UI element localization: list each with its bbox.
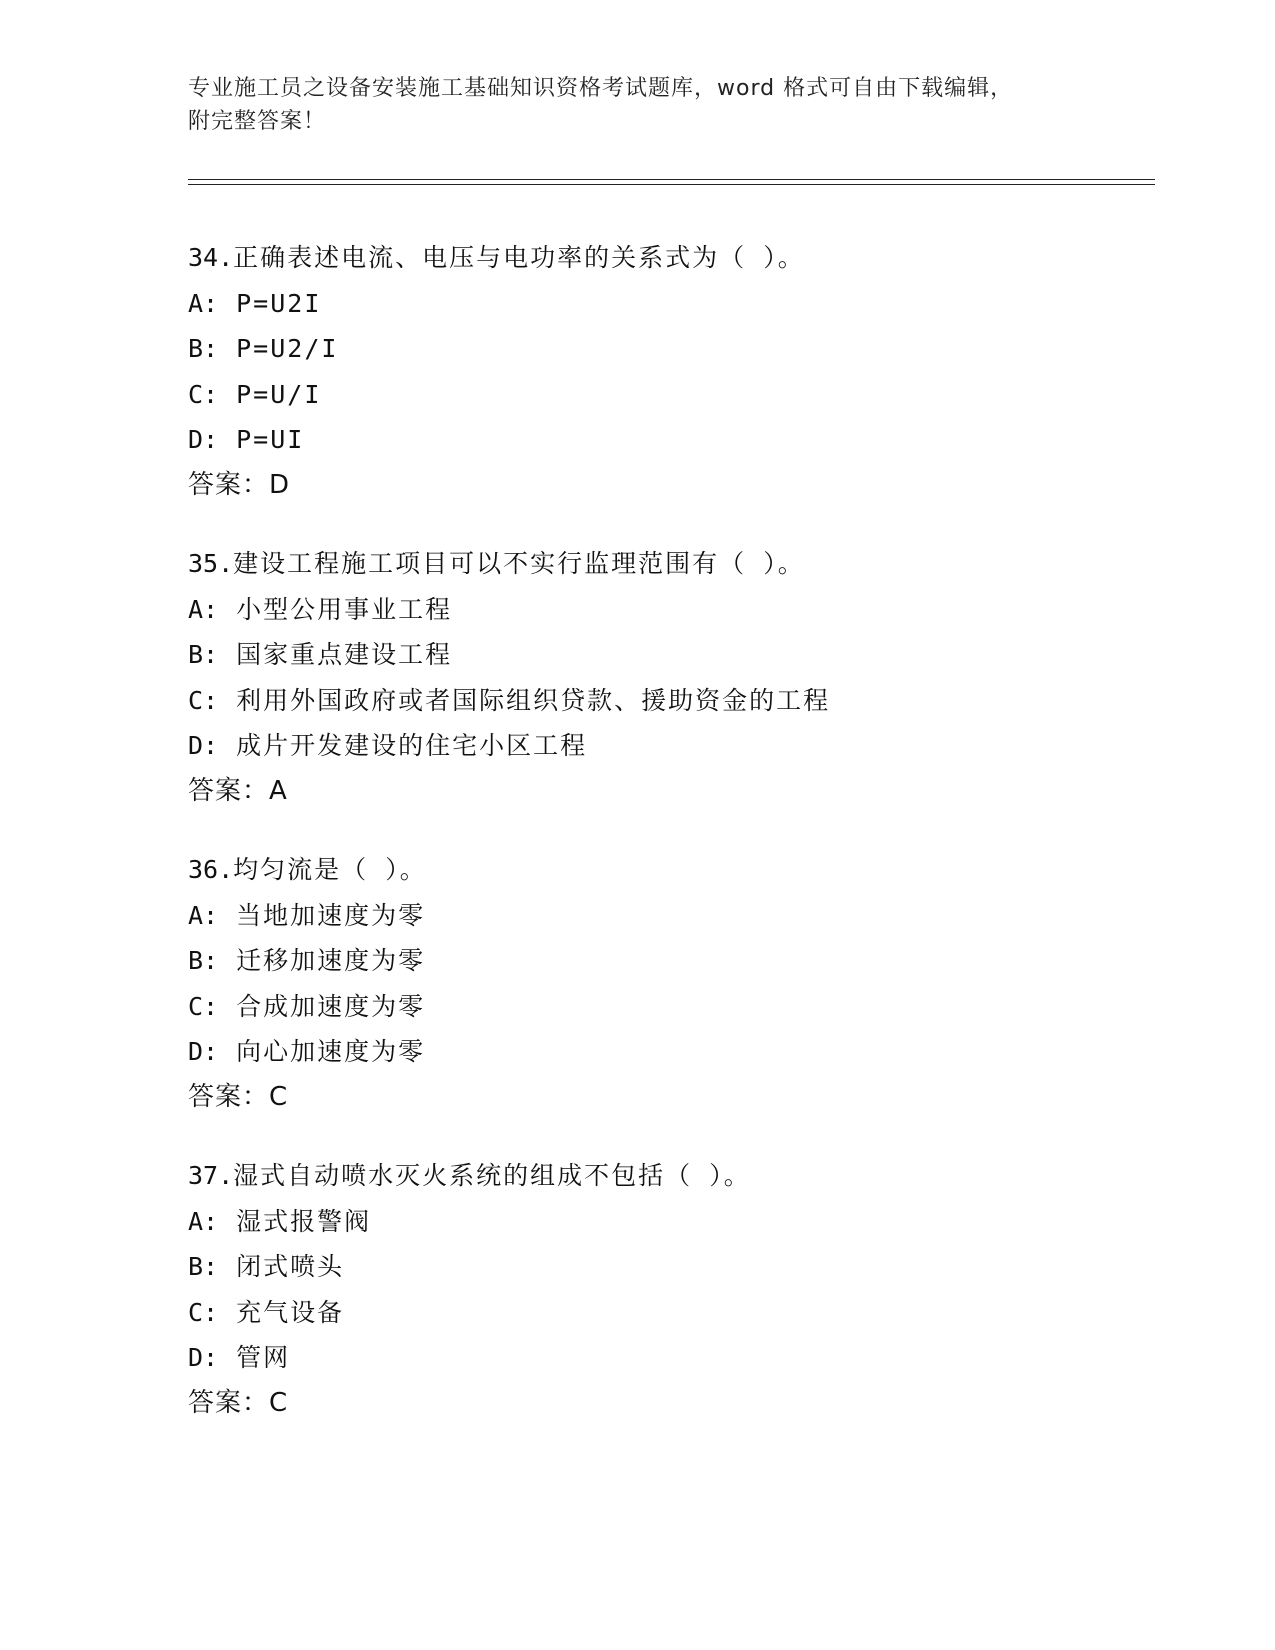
- answer-label: 答案：: [188, 1081, 270, 1112]
- question-number: 34.: [188, 243, 234, 272]
- option-text: 湿式报警阀: [236, 1206, 372, 1236]
- option-key: B:: [188, 1252, 219, 1281]
- option-key: B:: [188, 334, 219, 363]
- option-text: P=U2I: [236, 288, 322, 318]
- option-d: [188, 417, 1148, 463]
- document-header: [188, 72, 1088, 138]
- option-text: P=U/I: [236, 379, 322, 409]
- option-c: [188, 984, 1148, 1030]
- option-d: [188, 1029, 1148, 1075]
- option-key: D:: [188, 731, 219, 760]
- option-d: [188, 1335, 1148, 1381]
- question-number: 35.: [188, 549, 234, 578]
- option-a: [188, 1199, 1148, 1245]
- option-key: D:: [188, 425, 219, 454]
- answer-line: [188, 769, 1148, 815]
- option-key: A:: [188, 288, 219, 318]
- option-key: C:: [188, 1297, 219, 1327]
- header-divider-top: [188, 179, 1155, 180]
- option-a: [188, 587, 1148, 633]
- option-key: B:: [188, 946, 219, 975]
- option-text: P=U2/I: [236, 334, 339, 363]
- option-text: 小型公用事业工程: [236, 594, 453, 624]
- option-key: A:: [188, 1206, 219, 1236]
- option-text: 充气设备: [236, 1297, 345, 1327]
- option-b: [188, 938, 1148, 984]
- question-stem: [188, 847, 1148, 893]
- option-text: 闭式喷头: [236, 1252, 345, 1281]
- option-key: B:: [188, 640, 219, 669]
- answer-value: C: [269, 1387, 289, 1418]
- question-number: 36.: [188, 855, 234, 884]
- option-key: D:: [188, 1037, 219, 1066]
- option-key: A:: [188, 594, 219, 624]
- answer-value: A: [269, 775, 288, 806]
- option-key: C:: [188, 991, 219, 1021]
- question-37: [188, 1153, 1148, 1426]
- question-text: 正确表述电流、电压与电功率的关系式为（ ）。: [233, 243, 805, 272]
- option-text: 国家重点建设工程: [236, 640, 453, 669]
- answer-label: 答案：: [188, 775, 270, 806]
- question-stem: [188, 1153, 1148, 1199]
- question-list: [188, 235, 1148, 1459]
- answer-value: C: [269, 1081, 289, 1112]
- question-34: [188, 235, 1148, 508]
- option-key: A:: [188, 900, 219, 930]
- option-text: 合成加速度为零: [236, 991, 426, 1021]
- option-text: 向心加速度为零: [236, 1037, 426, 1066]
- answer-value: D: [269, 469, 291, 500]
- option-a: [188, 893, 1148, 939]
- option-d: [188, 723, 1148, 769]
- question-35: [188, 541, 1148, 814]
- answer-label: 答案：: [188, 469, 270, 500]
- answer-line: [188, 463, 1148, 509]
- option-b: [188, 632, 1148, 678]
- option-text: 迁移加速度为零: [236, 946, 426, 975]
- answer-label: 答案：: [188, 1387, 270, 1418]
- option-a: [188, 281, 1148, 327]
- header-line-1: 专业施工员之设备安装施工基础知识资格考试题库，word 格式可自由下载编辑，: [188, 76, 1014, 101]
- question-36: [188, 847, 1148, 1120]
- option-c: [188, 678, 1148, 724]
- question-text: 建设工程施工项目可以不实行监理范围有（ ）。: [233, 549, 805, 578]
- header-divider-bottom: [188, 184, 1155, 185]
- option-text: 当地加速度为零: [236, 900, 426, 930]
- option-text: 成片开发建设的住宅小区工程: [236, 731, 588, 760]
- option-text: 管网: [236, 1343, 291, 1372]
- answer-line: [188, 1381, 1148, 1427]
- option-c: [188, 372, 1148, 418]
- header-line-2: 附完整答案！: [188, 109, 327, 134]
- answer-line: [188, 1075, 1148, 1121]
- option-key: C:: [188, 685, 219, 715]
- question-stem: [188, 235, 1148, 281]
- option-c: [188, 1290, 1148, 1336]
- option-key: C:: [188, 379, 219, 409]
- question-stem: [188, 541, 1148, 587]
- question-text: 湿式自动喷水灭火系统的组成不包括（ ）。: [233, 1161, 751, 1190]
- option-text: P=UI: [236, 425, 305, 454]
- option-b: [188, 326, 1148, 372]
- option-key: D:: [188, 1343, 219, 1372]
- option-text: 利用外国政府或者国际组织贷款、援助资金的工程: [236, 685, 831, 715]
- question-number: 37.: [188, 1161, 234, 1190]
- option-b: [188, 1244, 1148, 1290]
- question-text: 均匀流是（ ）。: [233, 855, 427, 884]
